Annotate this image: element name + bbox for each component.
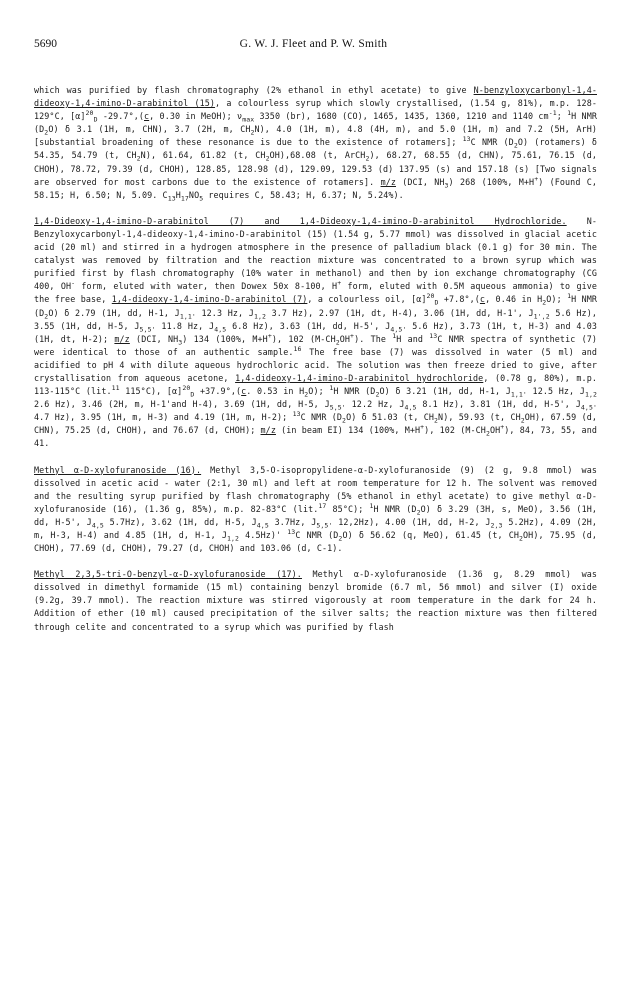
text-run: , 0.46 in H <box>485 294 543 305</box>
superscript: - <box>71 279 76 288</box>
superscript: 17 <box>318 502 327 511</box>
subscript: 2 <box>335 338 340 347</box>
text-run: 6.8 Hz), 3.63 (1H, dd, H-5', J <box>226 320 391 331</box>
page-number: 5690 <box>34 38 57 50</box>
subscript: 1,2 <box>226 534 240 543</box>
subscript: 2 <box>44 312 49 321</box>
text-run: H NMR (D <box>333 386 376 397</box>
text-run: O); <box>546 294 568 305</box>
underlined-text: 1,4-dideoxy-1,4-imino-D-arabinitol (7) <box>111 294 308 305</box>
subscript: 2 <box>265 155 270 164</box>
text-run: , a colourless oil, [α] <box>307 294 427 305</box>
subscript: 2,3 <box>490 521 503 530</box>
subscript: 5,5' <box>316 521 333 530</box>
text-run: 4.7 Hz), 3.95 (1H, m, H-3) and 4.19 (1H, m, H-2); <box>34 412 293 423</box>
text-run: H NMR (D <box>34 294 597 318</box>
text-run: OH), 75.95 (d, CHOH), 77.69 (d, CHOH), 79.27 (d, CHOH) and 103.06 (d, C-1). <box>34 530 597 554</box>
paragraph-compound-7 <box>34 215 597 451</box>
text-run: (DCI, NH <box>129 333 179 344</box>
text-run: O) δ 56.62 (q, MeO), 61.45 (t, CH <box>342 530 520 540</box>
text-run: 3350 (br), 1680 (CO), 1465, 1435, 1360, 1210 and 1140 cm <box>254 111 549 122</box>
subscript: 17 <box>180 194 189 203</box>
text-run: ), 68.27, 68.55 (d, CHN), 75.61, 76.15 (d, CHOH), 78.72, 79.39 (d, CHOH), 128.85, 128.98 (d), 129.09, 129.53 (d) 137.95 (s) and 157.18 (s) [Two signals are observed for most carbons due to the existence of rotamers]. <box>34 150 597 187</box>
subscript: 2 <box>513 142 518 151</box>
text-run: C NMR spectra of synthetic (7) were identical to those of an authentic sample. <box>34 333 598 357</box>
text-run: 12.2 Hz, J <box>345 399 405 410</box>
underlined-text: c <box>144 111 150 122</box>
text-run: 2.6 Hz), 3.46 (2H, m, H-1'and H-4), 3.69 (1H, dd, H-5, J <box>34 399 330 410</box>
paragraph-compound-15 <box>34 84 597 202</box>
paragraph-compound-16 <box>34 464 597 556</box>
subscript: D <box>93 115 98 124</box>
text-run: O) δ 3.1 (1H, m, CHN), 3.7 (2H, m, CH <box>48 124 251 135</box>
text-run: (in beam EI) 134 (100%, M+H <box>275 425 421 436</box>
underlined-text: m/z <box>114 333 130 344</box>
text-run: 11.8 Hz, J <box>155 320 215 331</box>
text-run: NO <box>188 189 200 200</box>
text-run: 3.7Hz, J <box>268 516 317 527</box>
superscript: 1 <box>369 502 374 511</box>
superscript: 1 <box>567 109 572 118</box>
text-run: O) δ 2.79 (1H, dd, H-1, J <box>48 307 180 318</box>
subscript: 1,2 <box>584 390 597 399</box>
text-run: O) δ 51.03 (t, CH <box>346 412 435 423</box>
text-run: 4.5Hz)' <box>239 530 288 540</box>
text-run: N), 59.93 (t, CH <box>438 412 521 423</box>
text-run: 5.7Hz), 3.62 (1H, dd, H-5, J <box>103 516 257 527</box>
subscript: 2 <box>434 416 439 425</box>
text-run: +37.9°,( <box>194 386 242 397</box>
underlined-text: m/z <box>380 176 396 187</box>
text-run: O); <box>308 386 330 397</box>
underlined-text: Methyl 2,3,5-tri-O-benzyl-α-D-xylofuranoside (17). <box>34 569 302 580</box>
text-run: form, eluted with 0.5M aqueous ammonia) to give the free base, <box>34 281 598 305</box>
text-run: ), 102 (M-CH <box>271 333 336 344</box>
subscript: 4,5 <box>256 521 269 530</box>
superscript: + <box>350 331 355 340</box>
underlined-text: N-benzyloxycarbonyl-1,4-dideoxy-1,4-imino-D-arabinitol (15) <box>34 85 597 109</box>
superscript: 1 <box>329 384 334 393</box>
subscript: 4,5 <box>404 403 417 412</box>
subscript: D <box>434 299 439 308</box>
subscript: 2 <box>519 534 524 543</box>
text-run: -29.7°,( <box>97 111 144 122</box>
text-run: ; <box>556 111 568 122</box>
text-run: H NMR (D <box>373 503 417 514</box>
text-run: O) (rotamers) δ 54.35, 54.79 (t, CH <box>34 137 598 161</box>
text-run: form, eluted with water, then Dowex 50x 8-100, H <box>75 281 338 292</box>
running-header <box>34 38 593 54</box>
text-run: 5.2Hz), 4.09 (2H, m, H-3, H-4) and 4.85 (1H, d, H-1, J <box>34 516 598 540</box>
underlined-text: c <box>479 294 486 305</box>
text-run: N-Benzyloxycarbonyl-1,4-dideoxy-1,4-imino-D-arabinitol (15) (1.54 g, 5.77 mmol) was dissolved in glacial acetic acid (20 ml) and stirred in a hydrogen atmosphere in the presence of palladium black (0.1 g) for 30 min. The catalyst was removed by filtration and the reaction mixture was concentrated to a brown syrup which was purified first by flash chromatography (10% water in methanol) and then by ion exchange chromatography (CG 400, OH <box>34 215 597 292</box>
text-run: Methyl 3,5-O-isopropylidene-α-D-xylofuranoside (9) (2 g, 9.8 mmol) was dissolved in acetic acid - water (2:1, 30 ml) and left at room temperature for 12 h. The solvent was removed and the resulting syrup purified by flash chromatography (5% ethanol in ethyl acetate) to give methyl α-D-xylofuranoside (16), (1.36 g, 85%), m.p. 82-83°C (lit. <box>34 464 597 514</box>
superscript: 1 <box>567 292 572 301</box>
subscript: 2 <box>338 534 343 543</box>
text-run: N), 4.0 (1H, m), 4.8 (4H, m), and 5.0 (1H, m) and 7.2 (5H, ArH) [substantial broadening of these resonance is due to the existence of rotamers]; <box>34 124 597 148</box>
superscript: 16 <box>293 344 302 353</box>
text-run: 115°C), [α] <box>119 386 183 397</box>
text-run: OH),68.08 (t, ArCH <box>269 150 366 161</box>
subscript: 5 <box>199 194 204 203</box>
subscript: 4,5' <box>580 403 597 412</box>
superscript: 13 <box>287 528 296 537</box>
subscript: 13 <box>167 194 176 203</box>
text-run: H and <box>396 333 430 344</box>
underlined-text: Methyl α-D-xylofuranoside (16). <box>34 464 202 475</box>
subscript: 1,1' <box>510 390 527 399</box>
subscript: 2 <box>375 390 380 399</box>
subscript: 2 <box>416 508 421 517</box>
text-run: C NMR (D <box>295 530 339 540</box>
subscript: 2 <box>136 155 141 164</box>
text-run: +7.8°,( <box>438 294 480 305</box>
text-run: C NMR (D <box>470 137 514 148</box>
subscript: 1,1' <box>179 312 196 321</box>
text-run: , 0.30 in MeOH); ν <box>149 111 243 122</box>
subscript: 1',2 <box>533 312 550 321</box>
text-run: H NMR (D <box>34 111 597 135</box>
subscript: 4,5 <box>91 521 104 530</box>
superscript: 13 <box>292 410 301 419</box>
text-run: OH), 67.59 (d, CHN), 75.25 (d, CHOH), and 76.67 (d, CHOH); <box>34 412 598 436</box>
superscript: 13 <box>462 135 471 144</box>
text-run: ) 268 (100%, M+H <box>448 176 535 187</box>
subscript: 4,5 <box>214 325 227 334</box>
text-run: Methyl α-D-xylofuranoside (1.36 g, 8.29 mmol) was dissolved in dimethyl formamide (15 ml) containing benzyl bromide (6.7 ml, 56 mmol) and silver (I) oxide (9.2g, 39.7 mmol). The reaction mixture was stirred vigorously at room temperature in the dark for 24 h. Addition of ether (10 ml) caused precipitation of the silver salts; the reaction mixture was then filtered through celite and concentrated to a syrup which was purified by flash <box>34 569 598 632</box>
text-run: 3.7 Hz), 2.97 (1H, dt, H-4), 3.06 (1H, dd, H-1', J <box>265 307 534 318</box>
text-run: 8.1 Hz), 3.81 (1H, dd, H-5', J <box>416 399 581 410</box>
text-run: 85°C); <box>326 503 370 514</box>
text-run: OH <box>489 425 501 436</box>
subscript: 2 <box>542 299 547 308</box>
subscript: 2 <box>44 128 49 137</box>
text-run: OH <box>339 333 351 344</box>
article-body <box>34 84 597 647</box>
text-run: O) δ 3.21 (1H, dd, H-1, J <box>379 386 511 397</box>
superscript: 13 <box>429 331 438 340</box>
subscript: 5,5' <box>139 325 156 334</box>
text-run: C NMR (D <box>300 412 343 423</box>
superscript: 11 <box>111 384 120 393</box>
subscript: 4,5' <box>390 325 407 334</box>
text-run: , (0.78 g, 80%), m.p. 113-115°C (lit. <box>34 372 597 397</box>
superscript: + <box>337 279 342 288</box>
text-run: ) (Found C, 58.15; H, 6.50; N, 5.09. C <box>34 176 598 200</box>
underlined-text: m/z <box>260 425 276 436</box>
subscript: 5,5' <box>329 403 346 412</box>
subscript: 2 <box>485 430 490 439</box>
underlined-text: c <box>241 386 247 397</box>
superscript: + <box>267 331 272 340</box>
subscript: 2 <box>250 128 255 137</box>
text-run: 12,2Hz), 4.00 (1H, dd, H-2, J <box>332 516 491 527</box>
subscript: 2 <box>520 416 525 425</box>
superscript: 20 <box>426 292 435 301</box>
superscript: 20 <box>182 384 191 393</box>
text-run: O) δ 3.29 (3H, s, MeO), 3.56 (1H, dd, H-5', J <box>34 503 597 527</box>
text-run: 5.6 Hz), 3.73 (1H, t, H-3) and 4.03 (1H, dt, H-2); <box>34 320 597 344</box>
text-run: The free base (7) was dissolved in water (5 ml) and acidified to pH 4 with dilute aqueous hydrochloric acid. The solution was then freeze dried to give, after crystallisation from aqueous acetone, <box>34 346 597 383</box>
subscript: D <box>190 390 195 399</box>
paragraph-compound-17 <box>34 568 597 633</box>
text-run: ), 84, 73, 55, and 41. <box>34 425 597 449</box>
subscript: 1,2 <box>253 312 266 321</box>
text-run: ), 102 (M-CH <box>424 425 486 436</box>
subscript: 2 <box>365 155 370 164</box>
underlined-text: 1,4-dideoxy-1,4-imino-D-arabinitol hydrochloride <box>235 372 484 383</box>
text-run: ). The <box>354 333 393 344</box>
text-run: . 0.53 in H <box>246 386 305 397</box>
text-run: which was purified by flash chromatography (2% ethanol in ethyl acetate) to give <box>34 85 474 95</box>
subscript: 3 <box>444 181 449 190</box>
text-run: N), 61.64, 61.82 (t, CH <box>140 150 266 161</box>
running-title: G. W. J. Fleet and P. W. Smith <box>239 38 388 50</box>
text-run: 12.5 Hz, J <box>526 386 585 397</box>
superscript: -1 <box>548 109 557 118</box>
superscript: + <box>420 423 425 432</box>
subscript: 2 <box>342 416 347 425</box>
text-run: H <box>175 189 181 200</box>
text-run: requires C, 58.43; H, 6.37; N, 5.24%). <box>203 189 404 200</box>
text-run: 5.6 Hz), 3.55 (1H, dd, H-5, J <box>34 307 597 331</box>
text-run: , a colourless syrup which slowly crystallised, (1.54 g, 81%), m.p. 128-129°C, [α] <box>34 98 597 122</box>
text-run: 12.3 Hz, J <box>195 307 254 318</box>
text-run: ) 134 (100%, M+H <box>182 333 268 344</box>
superscript: + <box>500 423 505 432</box>
underlined-text: 1,4-Dideoxy-1,4-imino-D-arabinitol (7) and 1,4-Dideoxy-1,4-imino-D-arabinitol Hydrochloride. <box>34 215 567 226</box>
subscript: 3 <box>178 338 183 347</box>
superscript: 20 <box>85 109 94 118</box>
subscript: 2 <box>304 390 309 399</box>
superscript: + <box>534 174 539 183</box>
superscript: 1 <box>392 331 397 340</box>
subscript: max <box>242 115 255 124</box>
text-run: (DCI, NH <box>396 176 445 187</box>
